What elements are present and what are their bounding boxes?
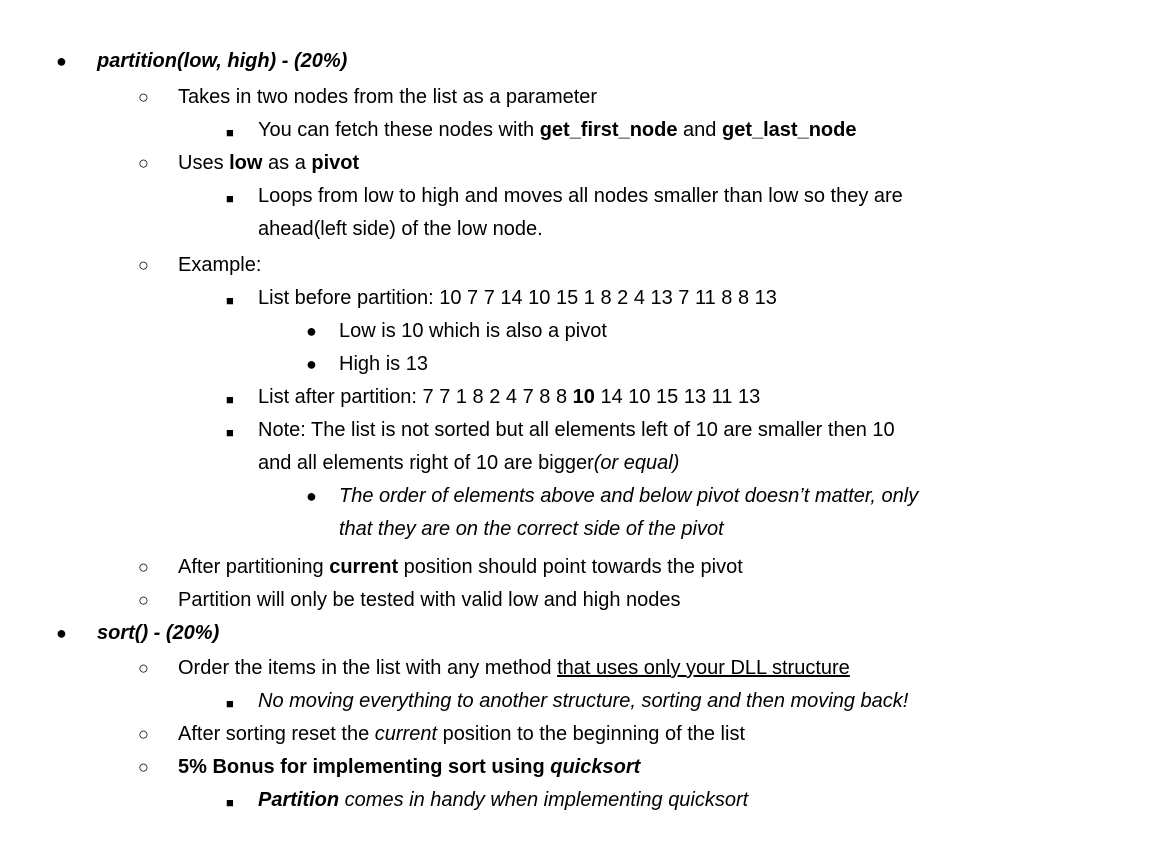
handy-bold: Partition <box>258 789 340 811</box>
fetch-last-node: get_last_node <box>721 119 857 141</box>
bullet-circle-icon: ○ <box>138 658 149 678</box>
partition-title: partition(low, high) - (20%) <box>97 50 348 72</box>
current-pre: After partitioning <box>178 556 330 578</box>
bullet-circle-icon: ○ <box>138 724 149 744</box>
tested-text: Partition will only be tested with valid low and high nodes <box>178 589 681 611</box>
high-note-item <box>339 352 428 376</box>
fetch-item <box>258 118 856 142</box>
params-text: Takes in two nodes from the list as a parameter <box>178 86 598 108</box>
bullet-circle-icon: ○ <box>138 757 149 777</box>
order-item-line2 <box>339 517 724 541</box>
current-item <box>178 555 743 579</box>
after-bold: 10 <box>572 386 595 408</box>
bullet-circle-icon: ○ <box>138 153 149 173</box>
order-line2: that they are on the correct side of the pivot <box>339 518 724 540</box>
sort-title: sort() - (20%) <box>97 622 220 644</box>
bullet-square-icon: ■ <box>226 191 234 206</box>
note-line2-pre: and all elements right of 10 are bigger <box>258 452 594 474</box>
uses-pre: Uses <box>178 152 230 174</box>
bullet-square-icon: ■ <box>226 425 234 440</box>
partition-heading <box>97 49 347 73</box>
loops-item-line1 <box>258 184 903 208</box>
loops-line2: ahead(left side) of the low node. <box>258 218 543 240</box>
reset-item <box>178 722 745 746</box>
uses-pivot: pivot <box>311 152 360 174</box>
bullet-circle-icon: ○ <box>138 255 149 275</box>
bullet-disc-icon: ● <box>306 321 317 341</box>
handy-item <box>258 788 748 812</box>
uses-item <box>178 151 359 175</box>
current-bold: current <box>329 556 399 578</box>
bullet-square-icon: ■ <box>226 125 234 140</box>
fetch-pre: You can fetch these nodes with <box>258 119 540 141</box>
bullet-square-icon: ■ <box>226 795 234 810</box>
bullet-square-icon: ■ <box>226 696 234 711</box>
low-note: Low is 10 which is also a pivot <box>339 320 607 342</box>
bonus-pre: 5% Bonus for implementing sort using <box>178 756 551 778</box>
reset-pre: After sorting reset the <box>178 723 375 745</box>
reset-italic: current <box>374 723 438 745</box>
before-text: List before partition: 10 7 7 14 10 15 1 8 2 4 13 7 11 8 8 13 <box>258 287 777 309</box>
handy-post: comes in handy when implementing quicksort <box>339 789 749 811</box>
bullet-circle-icon: ○ <box>138 590 149 610</box>
note-item-line2 <box>258 451 679 475</box>
order-item <box>178 656 850 680</box>
params-item <box>178 85 597 109</box>
example-label: Example: <box>178 254 262 276</box>
bonus-item <box>178 755 640 779</box>
note-item-line1 <box>258 418 895 442</box>
bullet-disc-icon: ● <box>56 51 67 71</box>
bullet-square-icon: ■ <box>226 392 234 407</box>
note-line2-italic: (or equal) <box>593 452 680 474</box>
bullet-disc-icon: ● <box>306 354 317 374</box>
low-note-item <box>339 319 607 343</box>
uses-low: low <box>229 152 263 174</box>
order-line1: The order of elements above and below pivot doesn’t matter, only <box>339 485 919 507</box>
after-item <box>258 385 760 409</box>
bullet-circle-icon: ○ <box>138 557 149 577</box>
example-item <box>178 253 261 277</box>
loops-line1: Loops from low to high and moves all nodes smaller than low so they are <box>258 185 903 207</box>
bullet-disc-icon: ● <box>306 486 317 506</box>
fetch-and: and <box>677 119 722 141</box>
bullet-circle-icon: ○ <box>138 87 149 107</box>
no-moving-item <box>258 689 908 713</box>
fetch-first-node: get_first_node <box>539 119 678 141</box>
order-underline: that uses only your DLL structure <box>557 657 850 679</box>
before-item <box>258 286 777 310</box>
order-item-line1 <box>339 484 918 508</box>
note-line1: Note: The list is not sorted but all elements left of 10 are smaller then 10 <box>258 419 895 441</box>
loops-item-line2 <box>258 217 543 241</box>
bullet-disc-icon: ● <box>56 623 67 643</box>
uses-as: as a <box>262 152 312 174</box>
reset-post: position to the beginning of the list <box>437 723 746 745</box>
bullet-square-icon: ■ <box>226 293 234 308</box>
bonus-italic: quicksort <box>550 756 641 778</box>
high-note: High is 13 <box>339 353 428 375</box>
no-moving-text: No moving everything to another structure, sorting and then moving back! <box>258 690 909 712</box>
sort-heading <box>97 621 219 645</box>
current-post: position should point towards the pivot <box>398 556 743 578</box>
after-post: 14 10 15 13 11 13 <box>594 386 761 408</box>
after-pre: List after partition: 7 7 1 8 2 4 7 8 8 <box>258 386 573 408</box>
order-pre: Order the items in the list with any method <box>178 657 558 679</box>
tested-item <box>178 588 681 612</box>
